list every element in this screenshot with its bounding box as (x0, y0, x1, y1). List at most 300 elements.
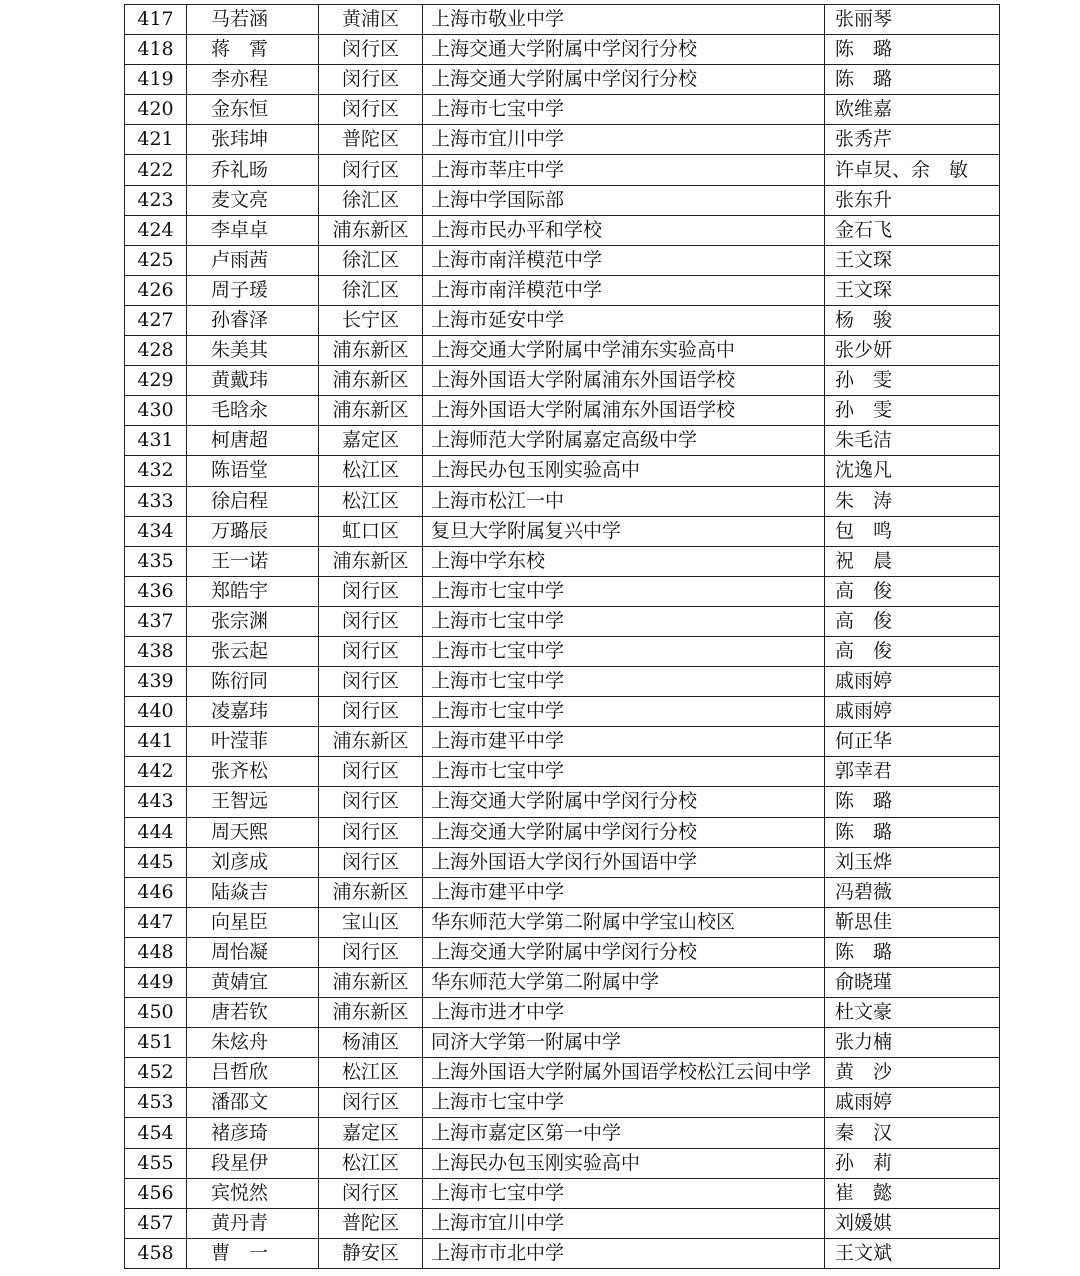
student-name-cell (187, 757, 319, 787)
district-cell (319, 1088, 423, 1118)
district: 闵行区 (341, 1181, 399, 1204)
school-cell (423, 757, 825, 787)
school-cell (423, 5, 825, 35)
district: 闵行区 (341, 68, 399, 91)
table-row (125, 366, 1000, 396)
teacher-cell (825, 245, 1000, 275)
student-name-cell (187, 305, 319, 335)
teacher-name: 俞晓瑾 (835, 971, 893, 994)
district: 闵行区 (341, 820, 399, 843)
row-number-cell (125, 1208, 187, 1238)
teacher-name: 陈 璐 (835, 68, 893, 91)
student-name-cell (187, 787, 319, 817)
school-cell (423, 1238, 825, 1268)
teacher-name: 靳思佳 (835, 910, 893, 933)
district-cell (319, 757, 423, 787)
teacher-name: 刘玉烨 (835, 850, 893, 873)
district-cell (319, 155, 423, 185)
row-number: 419 (137, 68, 174, 91)
teacher-name: 张少妍 (835, 339, 893, 362)
district-cell (319, 336, 423, 366)
student-name: 吕哲欣 (211, 1061, 269, 1084)
teacher-name: 黄 沙 (835, 1061, 893, 1084)
row-number-cell (125, 245, 187, 275)
district-cell (319, 1058, 423, 1088)
district: 闵行区 (341, 850, 399, 873)
school-cell (423, 1178, 825, 1208)
row-number: 440 (137, 700, 174, 723)
district-cell (319, 847, 423, 877)
school-name: 上海外国语大学附属浦东外国语学校 (431, 369, 736, 392)
student-name: 马若涵 (211, 8, 269, 31)
table-row (125, 636, 1000, 666)
school-name: 上海市建平中学 (431, 730, 565, 753)
school-cell (423, 1088, 825, 1118)
district: 徐汇区 (341, 278, 399, 301)
student-name: 王一诺 (211, 549, 269, 572)
table-row (125, 185, 1000, 215)
school-name: 上海市民办平和学校 (431, 218, 603, 241)
row-number: 447 (137, 910, 174, 933)
row-number-cell (125, 847, 187, 877)
table-row (125, 1058, 1000, 1088)
student-name-cell (187, 486, 319, 516)
table-row (125, 998, 1000, 1028)
school-name: 上海市进才中学 (431, 1001, 565, 1024)
teacher-name: 张东升 (835, 188, 893, 211)
table-row (125, 275, 1000, 305)
teacher-cell (825, 907, 1000, 937)
student-name-cell (187, 1028, 319, 1058)
row-number: 443 (137, 790, 174, 813)
school-name: 上海中学东校 (431, 549, 546, 572)
student-name-cell (187, 727, 319, 757)
row-number-cell (125, 305, 187, 335)
row-number-cell (125, 95, 187, 125)
teacher-name: 王文琛 (835, 248, 893, 271)
school-cell (423, 35, 825, 65)
teacher-cell (825, 305, 1000, 335)
student-name-cell (187, 215, 319, 245)
teacher-cell (825, 636, 1000, 666)
table-row (125, 245, 1000, 275)
district-cell (319, 245, 423, 275)
teacher-cell (825, 968, 1000, 998)
teacher-cell (825, 65, 1000, 95)
student-name-cell (187, 1208, 319, 1238)
teacher-name: 陈 璐 (835, 38, 893, 61)
school-cell (423, 305, 825, 335)
school-cell (423, 396, 825, 426)
student-name: 乔礼旸 (211, 158, 269, 181)
teacher-name: 陈 璐 (835, 940, 893, 963)
school-name: 上海市莘庄中学 (431, 158, 565, 181)
student-name-cell (187, 1058, 319, 1088)
row-number: 433 (137, 489, 174, 512)
student-name: 孙睿泽 (211, 308, 269, 331)
table-row (125, 5, 1000, 35)
district: 嘉定区 (341, 1121, 399, 1144)
school-cell (423, 606, 825, 636)
district: 松江区 (341, 489, 399, 512)
teacher-name: 刘媛娸 (835, 1211, 893, 1234)
row-number-cell (125, 606, 187, 636)
student-name: 向星臣 (211, 910, 269, 933)
district: 闵行区 (341, 760, 399, 783)
teacher-name: 祝 晨 (835, 549, 893, 572)
district-cell (319, 1208, 423, 1238)
table-row (125, 968, 1000, 998)
table-row (125, 1088, 1000, 1118)
award-list-table (124, 4, 1000, 1269)
district: 松江区 (341, 1061, 399, 1084)
teacher-cell (825, 1058, 1000, 1088)
table-row (125, 937, 1000, 967)
student-name-cell (187, 606, 319, 636)
row-number: 418 (137, 38, 174, 61)
district: 徐汇区 (341, 248, 399, 271)
district: 浦东新区 (332, 1001, 409, 1024)
row-number-cell (125, 456, 187, 486)
district: 浦东新区 (332, 399, 409, 422)
teacher-cell (825, 155, 1000, 185)
table-row (125, 65, 1000, 95)
row-number: 453 (137, 1091, 174, 1114)
school-cell (423, 155, 825, 185)
student-name: 陆焱吉 (211, 880, 269, 903)
table-row (125, 667, 1000, 697)
school-cell (423, 1028, 825, 1058)
district: 松江区 (341, 459, 399, 482)
row-number: 441 (137, 730, 174, 753)
student-name: 金东恒 (211, 98, 269, 121)
teacher-name: 陈 璐 (835, 820, 893, 843)
student-name-cell (187, 1238, 319, 1268)
row-number: 432 (137, 459, 174, 482)
row-number: 457 (137, 1211, 174, 1234)
student-name-cell (187, 1148, 319, 1178)
table-row (125, 1208, 1000, 1238)
school-cell (423, 516, 825, 546)
row-number-cell (125, 1148, 187, 1178)
table-row (125, 847, 1000, 877)
district: 虹口区 (341, 519, 399, 542)
teacher-name: 金石飞 (835, 218, 893, 241)
row-number: 454 (137, 1121, 174, 1144)
school-cell (423, 245, 825, 275)
teacher-cell (825, 1088, 1000, 1118)
district: 闵行区 (341, 640, 399, 663)
school-name: 华东师范大学第二附属中学 (431, 971, 660, 994)
table-row (125, 426, 1000, 456)
teacher-cell (825, 516, 1000, 546)
student-name-cell (187, 1178, 319, 1208)
row-number-cell (125, 5, 187, 35)
teacher-name: 戚雨婷 (835, 1091, 893, 1114)
row-number-cell (125, 937, 187, 967)
student-name: 张齐松 (211, 760, 269, 783)
school-cell (423, 877, 825, 907)
student-name: 周子瑗 (211, 278, 269, 301)
teacher-cell (825, 366, 1000, 396)
district-cell (319, 907, 423, 937)
district-cell (319, 727, 423, 757)
row-number: 436 (137, 579, 174, 602)
school-cell (423, 937, 825, 967)
teacher-name: 孙 雯 (835, 399, 893, 422)
school-name: 上海交通大学附属中学闵行分校 (431, 68, 698, 91)
student-name-cell (187, 847, 319, 877)
student-name-cell (187, 907, 319, 937)
teacher-cell (825, 336, 1000, 366)
district: 闵行区 (341, 1091, 399, 1114)
teacher-name: 沈逸凡 (835, 459, 893, 482)
school-name: 上海市宜川中学 (431, 128, 565, 151)
table-row (125, 546, 1000, 576)
table-row (125, 35, 1000, 65)
student-name: 麦文亮 (211, 188, 269, 211)
student-name-cell (187, 877, 319, 907)
row-number-cell (125, 998, 187, 1028)
row-number-cell (125, 697, 187, 727)
teacher-name: 戚雨婷 (835, 670, 893, 693)
row-number: 423 (137, 188, 174, 211)
school-name: 上海中学国际部 (431, 188, 565, 211)
table-row (125, 215, 1000, 245)
school-name: 上海师范大学附属嘉定高级中学 (431, 429, 698, 452)
table-row (125, 1178, 1000, 1208)
row-number: 422 (137, 158, 174, 181)
school-name: 上海市七宝中学 (431, 1091, 565, 1114)
table-row (125, 606, 1000, 636)
school-name: 上海市敬业中学 (431, 8, 565, 31)
award-list-body (125, 5, 1000, 1269)
district: 闵行区 (341, 609, 399, 632)
district-cell (319, 5, 423, 35)
teacher-cell (825, 877, 1000, 907)
student-name-cell (187, 697, 319, 727)
row-number: 428 (137, 339, 174, 362)
teacher-name: 欧维嘉 (835, 98, 893, 121)
table-row (125, 456, 1000, 486)
school-name: 复旦大学附属复兴中学 (431, 519, 622, 542)
row-number-cell (125, 968, 187, 998)
table-row (125, 1148, 1000, 1178)
district-cell (319, 636, 423, 666)
student-name-cell (187, 636, 319, 666)
student-name-cell (187, 576, 319, 606)
teacher-name: 孙 莉 (835, 1151, 893, 1174)
row-number: 435 (137, 549, 174, 572)
school-name: 上海市延安中学 (431, 308, 565, 331)
teacher-cell (825, 1208, 1000, 1238)
student-name: 段星伊 (211, 1151, 269, 1174)
district: 松江区 (341, 1151, 399, 1174)
student-name: 王智远 (211, 790, 269, 813)
teacher-cell (825, 847, 1000, 877)
row-number-cell (125, 486, 187, 516)
school-cell (423, 998, 825, 1028)
district-cell (319, 787, 423, 817)
student-name-cell (187, 426, 319, 456)
row-number-cell (125, 1178, 187, 1208)
student-name: 张云起 (211, 640, 269, 663)
table-row (125, 155, 1000, 185)
district-cell (319, 366, 423, 396)
row-number-cell (125, 727, 187, 757)
school-cell (423, 95, 825, 125)
student-name: 朱炫舟 (211, 1031, 269, 1054)
school-cell (423, 456, 825, 486)
row-number: 446 (137, 880, 174, 903)
table-row (125, 697, 1000, 727)
district: 浦东新区 (332, 971, 409, 994)
teacher-name: 朱 涛 (835, 489, 893, 512)
student-name: 褚彦琦 (211, 1121, 269, 1144)
school-name: 上海交通大学附属中学浦东实验高中 (431, 339, 736, 362)
teacher-cell (825, 546, 1000, 576)
row-number-cell (125, 1118, 187, 1148)
student-name-cell (187, 937, 319, 967)
teacher-name: 朱毛洁 (835, 429, 893, 452)
row-number: 427 (137, 308, 174, 331)
school-cell (423, 185, 825, 215)
student-name-cell (187, 546, 319, 576)
teacher-name: 郭幸君 (835, 760, 893, 783)
school-name: 上海市七宝中学 (431, 609, 565, 632)
student-name: 黄戴玮 (211, 369, 269, 392)
student-name: 李亦程 (211, 68, 269, 91)
district-cell (319, 877, 423, 907)
teacher-name: 许卓炅、余 敏 (835, 158, 969, 181)
table-row (125, 486, 1000, 516)
student-name-cell (187, 245, 319, 275)
school-name: 上海外国语大学闵行外国语中学 (431, 850, 698, 873)
student-name: 周怡凝 (211, 940, 269, 963)
student-name: 黄婧宜 (211, 971, 269, 994)
student-name: 张玮坤 (211, 128, 269, 151)
table-row (125, 1118, 1000, 1148)
student-name-cell (187, 5, 319, 35)
student-name: 周天熙 (211, 820, 269, 843)
row-number-cell (125, 35, 187, 65)
student-name: 张宗渊 (211, 609, 269, 632)
school-name: 上海市七宝中学 (431, 700, 565, 723)
school-name: 上海市七宝中学 (431, 98, 565, 121)
row-number: 426 (137, 278, 174, 301)
row-number: 417 (137, 8, 174, 31)
district: 浦东新区 (332, 339, 409, 362)
district-cell (319, 516, 423, 546)
teacher-cell (825, 185, 1000, 215)
school-cell (423, 847, 825, 877)
teacher-cell (825, 5, 1000, 35)
row-number-cell (125, 366, 187, 396)
school-cell (423, 787, 825, 817)
district-cell (319, 546, 423, 576)
school-cell (423, 1148, 825, 1178)
school-cell (423, 336, 825, 366)
student-name: 蒋 霄 (211, 38, 269, 61)
table-row (125, 907, 1000, 937)
row-number: 450 (137, 1001, 174, 1024)
teacher-name: 杜文豪 (835, 1001, 893, 1024)
row-number: 430 (137, 399, 174, 422)
school-cell (423, 907, 825, 937)
table-row (125, 576, 1000, 606)
row-number: 439 (137, 670, 174, 693)
school-cell (423, 546, 825, 576)
teacher-cell (825, 35, 1000, 65)
row-number: 442 (137, 760, 174, 783)
district: 闵行区 (341, 670, 399, 693)
district-cell (319, 396, 423, 426)
student-name: 陈语堂 (211, 459, 269, 482)
row-number-cell (125, 275, 187, 305)
teacher-cell (825, 275, 1000, 305)
student-name: 潘邵文 (211, 1091, 269, 1114)
row-number: 434 (137, 519, 174, 542)
district-cell (319, 456, 423, 486)
table-row (125, 396, 1000, 426)
district: 浦东新区 (332, 218, 409, 241)
school-cell (423, 486, 825, 516)
district-cell (319, 937, 423, 967)
district-cell (319, 1148, 423, 1178)
teacher-name: 孙 雯 (835, 369, 893, 392)
teacher-name: 张秀芹 (835, 128, 893, 151)
school-cell (423, 1208, 825, 1238)
student-name: 李卓卓 (211, 218, 269, 241)
row-number: 421 (137, 128, 174, 151)
row-number-cell (125, 787, 187, 817)
teacher-cell (825, 667, 1000, 697)
student-name: 柯唐超 (211, 429, 269, 452)
district-cell (319, 486, 423, 516)
student-name: 宾悦然 (211, 1181, 269, 1204)
teacher-name: 包 鸣 (835, 519, 893, 542)
district: 普陀区 (341, 128, 399, 151)
school-name: 上海市七宝中学 (431, 579, 565, 602)
teacher-cell (825, 1028, 1000, 1058)
student-name: 朱美其 (211, 339, 269, 362)
district: 闵行区 (341, 790, 399, 813)
district-cell (319, 697, 423, 727)
school-cell (423, 667, 825, 697)
row-number-cell (125, 426, 187, 456)
row-number-cell (125, 215, 187, 245)
row-number: 452 (137, 1061, 174, 1084)
row-number-cell (125, 757, 187, 787)
table-row (125, 727, 1000, 757)
row-number-cell (125, 516, 187, 546)
school-name: 上海民办包玉刚实验高中 (431, 459, 641, 482)
district-cell (319, 35, 423, 65)
row-number-cell (125, 1238, 187, 1268)
teacher-cell (825, 576, 1000, 606)
teacher-name: 崔 懿 (835, 1181, 893, 1204)
student-name-cell (187, 516, 319, 546)
district: 嘉定区 (341, 429, 399, 452)
student-name-cell (187, 185, 319, 215)
district-cell (319, 1238, 423, 1268)
district-cell (319, 606, 423, 636)
school-name: 上海市松江一中 (431, 489, 565, 512)
table-row (125, 817, 1000, 847)
table-row (125, 787, 1000, 817)
district-cell (319, 426, 423, 456)
row-number-cell (125, 1028, 187, 1058)
